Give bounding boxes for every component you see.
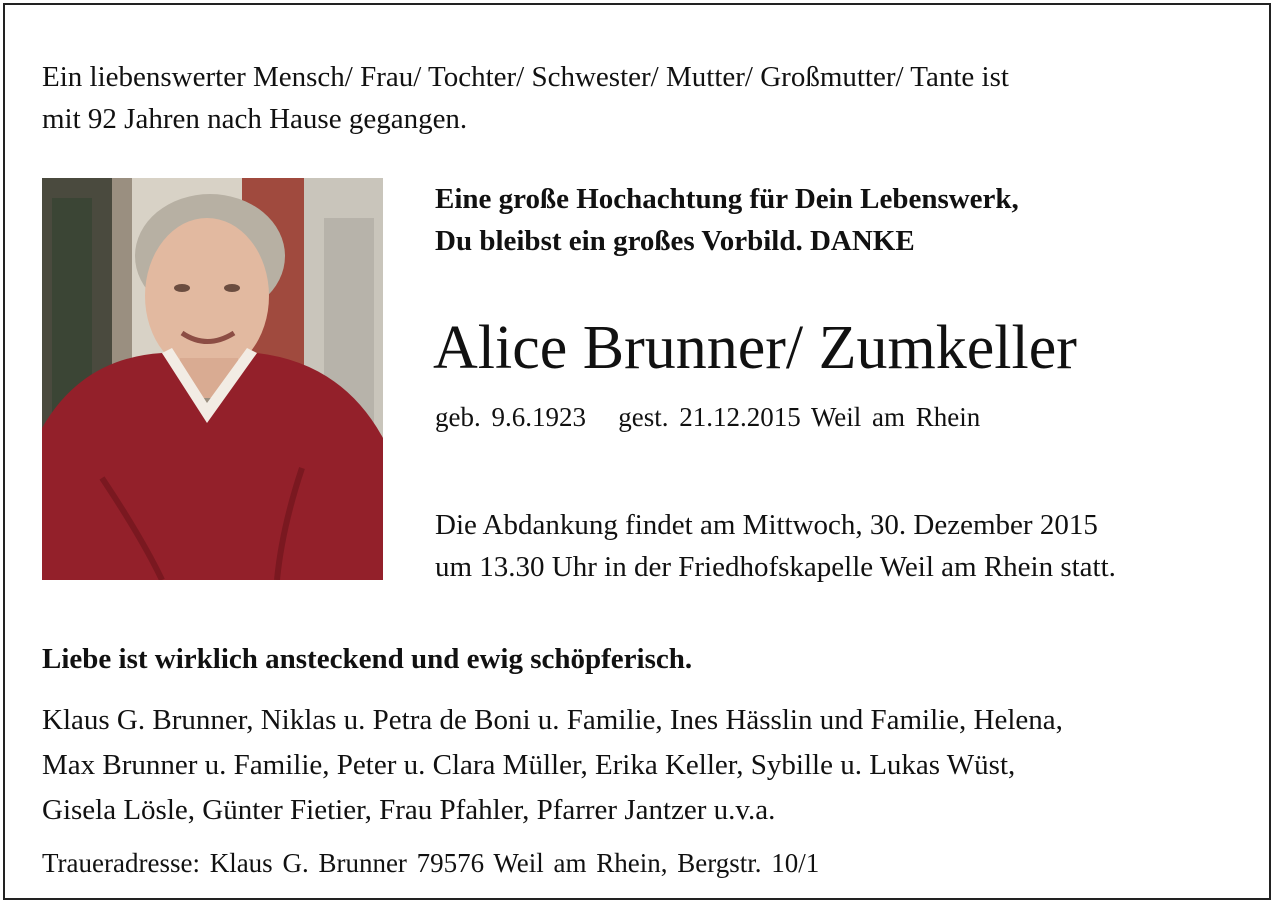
- mourners-line: Gisela Lösle, Günter Fietier, Frau Pfahler, Pfarrer Jantzer u.v.a.: [42, 794, 776, 826]
- intro-line: Ein liebenswerter Mensch/ Frau/ Tochter/ Schwester/ Mutter/ Großmutter/ Tante ist: [42, 61, 1009, 93]
- intro-line: mit 92 Jahren nach Hause gegangen.: [42, 103, 468, 135]
- mourners-line: Klaus G. Brunner, Niklas u. Petra de Boni u. Familie, Ines Hässlin und Familie, Helena,: [42, 704, 1063, 736]
- tribute-text: [435, 178, 1235, 262]
- life-dates: geb. 9.6.1923 gest. 21.12.2015 Weil am Rhein: [435, 402, 981, 432]
- mourners-line: Max Brunner u. Familie, Peter u. Clara Müller, Erika Keller, Sybille u. Lukas Wüst,: [42, 749, 1016, 781]
- motto-text: Liebe ist wirklich ansteckend und ewig schöpferisch.: [42, 643, 693, 675]
- tribute-line: Du bleibst ein großes Vorbild. DANKE: [435, 225, 915, 257]
- ceremony-info: [435, 504, 1265, 588]
- ceremony-line: Die Abdankung findet am Mittwoch, 30. Dezember 2015: [435, 509, 1098, 541]
- mourning-address: Traueradresse: Klaus G. Brunner 79576 Weil am Rhein, Bergstr. 10/1: [42, 848, 820, 878]
- portrait-photo: [42, 178, 383, 580]
- intro-text: [42, 56, 1242, 140]
- ceremony-line: um 13.30 Uhr in der Friedhofskapelle Weil am Rhein statt.: [435, 551, 1116, 583]
- mourners-list: [42, 698, 1257, 833]
- deceased-name: Alice Brunner/ Zumkeller: [433, 314, 1077, 382]
- tribute-line: Eine große Hochachtung für Dein Lebenswerk,: [435, 183, 1019, 215]
